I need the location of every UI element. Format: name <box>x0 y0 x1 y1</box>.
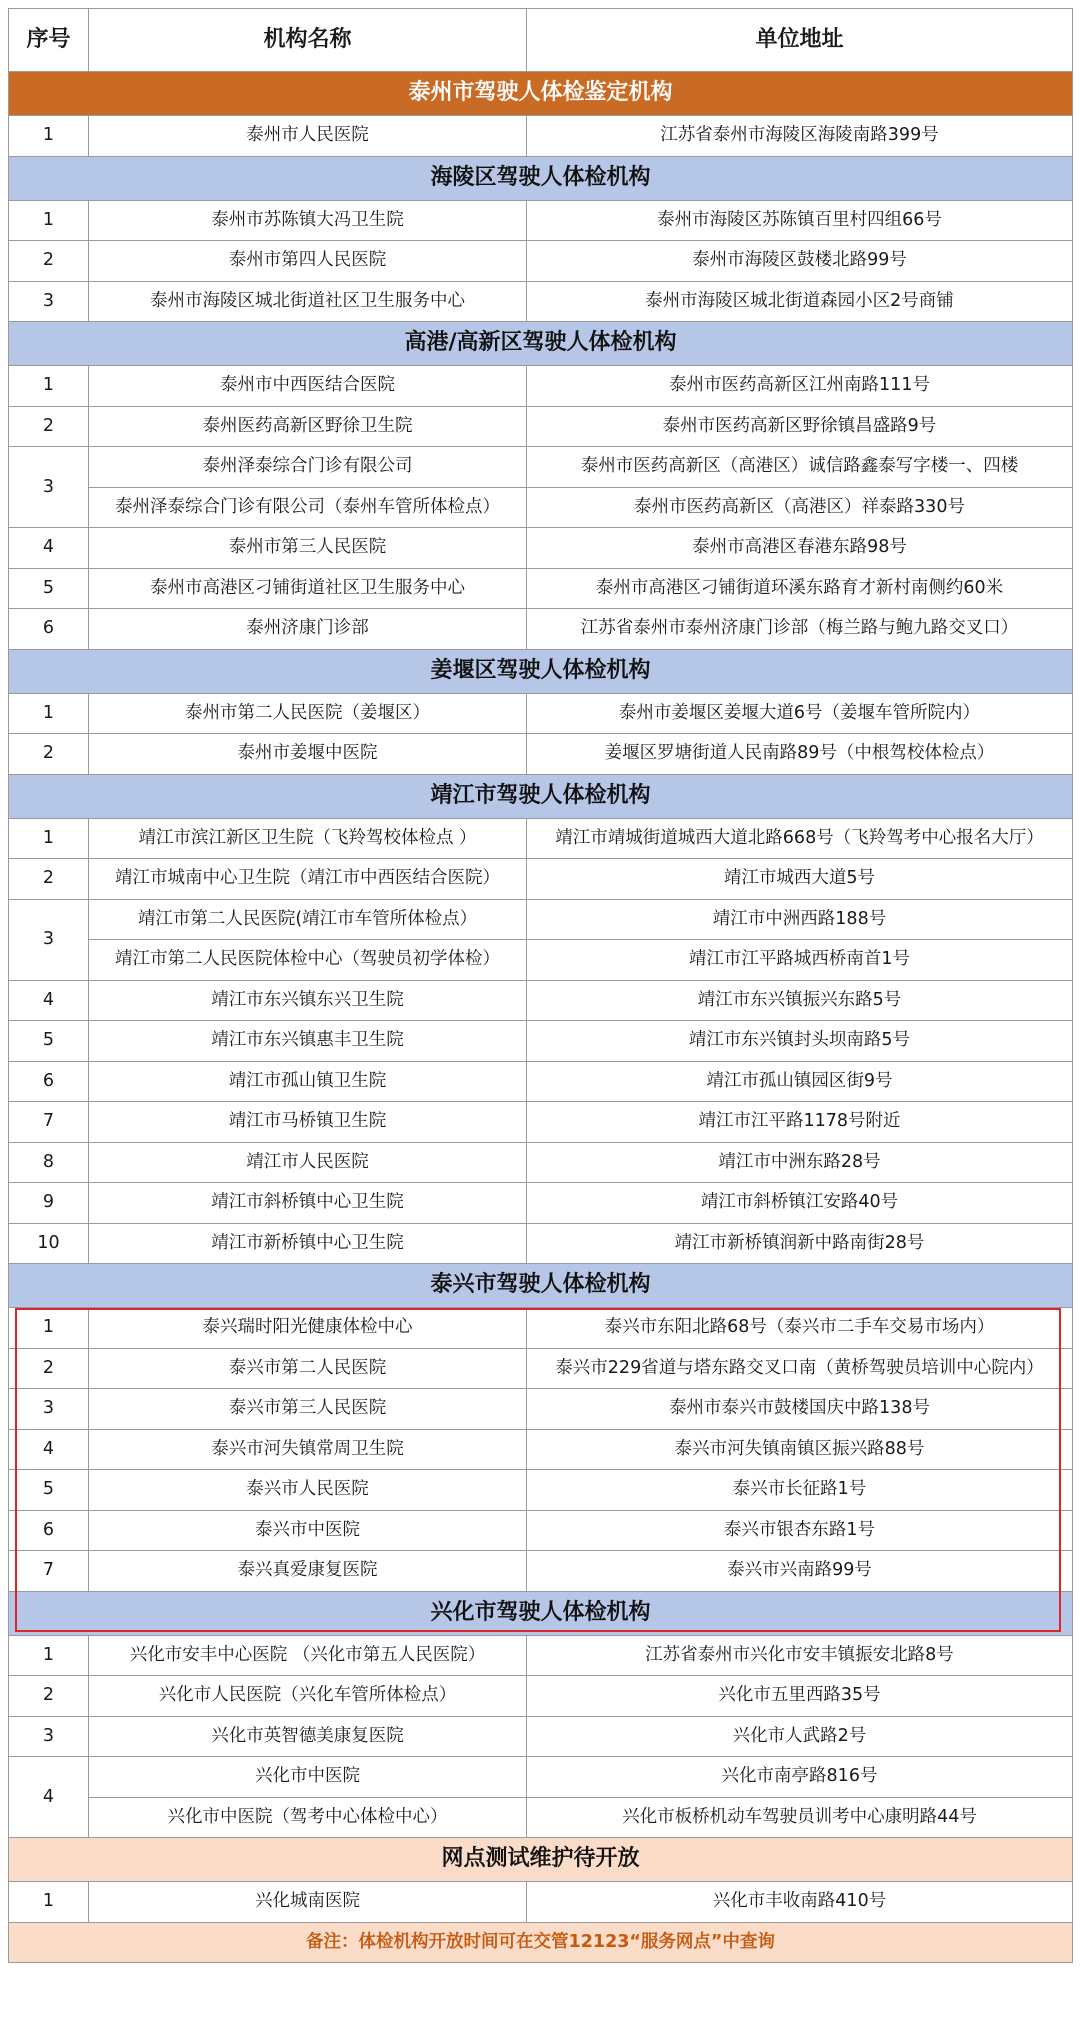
row-number: 1 <box>9 1308 89 1349</box>
table-row <box>9 1102 1073 1143</box>
institution-name: 靖江市东兴镇东兴卫生院 <box>89 980 527 1021</box>
institution-address: 泰州市医药高新区（高港区）诚信路鑫泰写字楼一、四楼 <box>527 447 1073 488</box>
row-number: 7 <box>9 1102 89 1143</box>
institution-name: 兴化市人民医院（兴化车管所体检点） <box>89 1676 527 1717</box>
institution-address: 泰兴市兴南路99号 <box>527 1551 1073 1592</box>
institution-address: 泰兴市229省道与塔东路交叉口南（黄桥驾驶员培训中心院内） <box>527 1348 1073 1389</box>
section-title: 泰州市驾驶人体检鉴定机构 <box>9 72 1073 116</box>
row-number: 6 <box>9 609 89 650</box>
table-row <box>9 366 1073 407</box>
institution-name: 泰州泽泰综合门诊有限公司（泰州车管所体检点） <box>89 487 527 528</box>
institution-address: 靖江市中洲东路28号 <box>527 1142 1073 1183</box>
row-number: 1 <box>9 818 89 859</box>
row-number: 4 <box>9 1757 89 1838</box>
institution-name: 泰州市第四人民医院 <box>89 241 527 282</box>
row-number: 5 <box>9 1470 89 1511</box>
row-number: 7 <box>9 1551 89 1592</box>
institution-address: 兴化市南亭路816号 <box>527 1757 1073 1798</box>
table-row <box>9 447 1073 488</box>
row-number: 1 <box>9 200 89 241</box>
institution-address: 兴化市人武路2号 <box>527 1716 1073 1757</box>
institution-name: 泰州泽泰综合门诊有限公司 <box>89 447 527 488</box>
table-row <box>9 609 1073 650</box>
institution-name: 靖江市斜桥镇中心卫生院 <box>89 1183 527 1224</box>
institution-address: 泰兴市长征路1号 <box>527 1470 1073 1511</box>
table-row <box>9 1061 1073 1102</box>
table-row <box>9 116 1073 157</box>
institution-address: 泰兴市东阳北路68号（泰兴市二手车交易市场内） <box>527 1308 1073 1349</box>
header-number: 序号 <box>9 9 89 72</box>
institution-name: 泰州市人民医院 <box>89 116 527 157</box>
table-row <box>9 406 1073 447</box>
table-row <box>9 1470 1073 1511</box>
row-number: 4 <box>9 528 89 569</box>
table-row <box>9 1510 1073 1551</box>
institution-name: 靖江市人民医院 <box>89 1142 527 1183</box>
institution-address: 泰州市海陵区苏陈镇百里村四组66号 <box>527 200 1073 241</box>
table-row <box>9 1757 1073 1798</box>
row-number: 2 <box>9 734 89 775</box>
institution-name: 泰兴真爱康复医院 <box>89 1551 527 1592</box>
institution-name: 泰兴市第二人民医院 <box>89 1348 527 1389</box>
institution-address: 泰兴市河失镇南镇区振兴路88号 <box>527 1429 1073 1470</box>
section-header-row <box>9 1264 1073 1308</box>
table-row <box>9 241 1073 282</box>
institution-name: 兴化市安丰中心医院 （兴化市第五人民医院） <box>89 1635 527 1676</box>
header-institution-name: 机构名称 <box>89 9 527 72</box>
institution-address: 兴化市丰收南路410号 <box>527 1882 1073 1923</box>
table-row <box>9 281 1073 322</box>
table-row <box>9 1635 1073 1676</box>
institution-name: 靖江市城南中心卫生院（靖江市中西医结合医院） <box>89 859 527 900</box>
table-row <box>9 1142 1073 1183</box>
table-row <box>9 1308 1073 1349</box>
row-number: 9 <box>9 1183 89 1224</box>
institution-name: 泰兴瑞时阳光健康体检中心 <box>89 1308 527 1349</box>
section-title: 泰兴市驾驶人体检机构 <box>9 1264 1073 1308</box>
section-title: 姜堰区驾驶人体检机构 <box>9 649 1073 693</box>
row-number: 3 <box>9 447 89 528</box>
table-row <box>9 1021 1073 1062</box>
table-row <box>9 200 1073 241</box>
section-title: 网点测试维护待开放 <box>9 1838 1073 1882</box>
row-number: 5 <box>9 1021 89 1062</box>
row-number: 1 <box>9 1635 89 1676</box>
institution-name: 泰兴市中医院 <box>89 1510 527 1551</box>
institution-address: 泰州市医药高新区（高港区）祥泰路330号 <box>527 487 1073 528</box>
institution-address: 靖江市斜桥镇江安路40号 <box>527 1183 1073 1224</box>
section-title: 兴化市驾驶人体检机构 <box>9 1591 1073 1635</box>
table-row <box>9 1676 1073 1717</box>
institution-name: 泰兴市第三人民医院 <box>89 1389 527 1430</box>
institution-name: 泰州济康门诊部 <box>89 609 527 650</box>
institution-name: 泰州市苏陈镇大冯卫生院 <box>89 200 527 241</box>
institution-name: 靖江市第二人民医院体检中心（驾驶员初学体检） <box>89 940 527 981</box>
section-title: 海陵区驾驶人体检机构 <box>9 156 1073 200</box>
institution-address: 兴化市五里西路35号 <box>527 1676 1073 1717</box>
row-number: 3 <box>9 1716 89 1757</box>
table-row <box>9 940 1073 981</box>
section-header-row <box>9 1838 1073 1882</box>
row-number: 2 <box>9 241 89 282</box>
institution-address: 泰兴市银杏东路1号 <box>527 1510 1073 1551</box>
institution-address: 靖江市中洲西路188号 <box>527 899 1073 940</box>
table-row <box>9 487 1073 528</box>
table-row <box>9 528 1073 569</box>
institution-name: 靖江市第二人民医院(靖江市车管所体检点） <box>89 899 527 940</box>
row-number: 2 <box>9 1676 89 1717</box>
institution-address: 江苏省泰州市泰州济康门诊部（梅兰路与鲍九路交叉口） <box>527 609 1073 650</box>
institution-name: 泰州市第二人民医院（姜堰区） <box>89 693 527 734</box>
table-row <box>9 568 1073 609</box>
row-number: 6 <box>9 1510 89 1551</box>
section-header-row <box>9 72 1073 116</box>
table-row <box>9 818 1073 859</box>
section-header-row <box>9 322 1073 366</box>
table-row <box>9 899 1073 940</box>
institution-name: 兴化市英智德美康复医院 <box>89 1716 527 1757</box>
section-header-row <box>9 1591 1073 1635</box>
header-row <box>9 9 1073 72</box>
table-row <box>9 693 1073 734</box>
row-number: 1 <box>9 693 89 734</box>
institution-address: 靖江市孤山镇园区街9号 <box>527 1061 1073 1102</box>
institution-address: 泰州市海陵区鼓楼北路99号 <box>527 241 1073 282</box>
row-number: 2 <box>9 859 89 900</box>
institution-name: 靖江市新桥镇中心卫生院 <box>89 1223 527 1264</box>
table-row <box>9 1551 1073 1592</box>
institution-address: 兴化市板桥机动车驾驶员训考中心康明路44号 <box>527 1797 1073 1838</box>
row-number: 8 <box>9 1142 89 1183</box>
institution-name: 泰州医药高新区野徐卫生院 <box>89 406 527 447</box>
institution-address: 靖江市东兴镇封头坝南路5号 <box>527 1021 1073 1062</box>
row-number: 2 <box>9 1348 89 1389</box>
institution-address: 泰州市医药高新区江州南路111号 <box>527 366 1073 407</box>
row-number: 1 <box>9 366 89 407</box>
row-number: 5 <box>9 568 89 609</box>
table-row <box>9 980 1073 1021</box>
table-row <box>9 1389 1073 1430</box>
table-row <box>9 859 1073 900</box>
row-number: 1 <box>9 116 89 157</box>
header-address: 单位地址 <box>527 9 1073 72</box>
note-row <box>9 1922 1073 1962</box>
institution-name: 靖江市孤山镇卫生院 <box>89 1061 527 1102</box>
row-number: 6 <box>9 1061 89 1102</box>
row-number: 3 <box>9 899 89 980</box>
institution-name: 泰州市中西医结合医院 <box>89 366 527 407</box>
table-body <box>9 72 1073 1963</box>
institution-address: 姜堰区罗塘街道人民南路89号（中根驾校体检点） <box>527 734 1073 775</box>
institution-address: 江苏省泰州市海陵区海陵南路399号 <box>527 116 1073 157</box>
table-row <box>9 1797 1073 1838</box>
row-number: 2 <box>9 406 89 447</box>
section-header-row <box>9 649 1073 693</box>
institution-name: 靖江市东兴镇惠丰卫生院 <box>89 1021 527 1062</box>
institution-name: 泰州市第三人民医院 <box>89 528 527 569</box>
row-number: 10 <box>9 1223 89 1264</box>
institution-address: 靖江市江平路城西桥南首1号 <box>527 940 1073 981</box>
institution-name: 兴化市中医院 <box>89 1757 527 1798</box>
institution-address: 靖江市新桥镇润新中路南街28号 <box>527 1223 1073 1264</box>
row-number: 4 <box>9 980 89 1021</box>
institution-name: 靖江市滨江新区卫生院（飞羚驾校体检点 ） <box>89 818 527 859</box>
row-number: 4 <box>9 1429 89 1470</box>
section-title: 靖江市驾驶人体检机构 <box>9 774 1073 818</box>
row-number: 1 <box>9 1882 89 1923</box>
institution-name: 靖江市马桥镇卫生院 <box>89 1102 527 1143</box>
table-row <box>9 1183 1073 1224</box>
table-row <box>9 1348 1073 1389</box>
institution-address: 泰州市姜堰区姜堰大道6号（姜堰车管所院内） <box>527 693 1073 734</box>
institution-address: 靖江市靖城街道城西大道北路668号（飞羚驾考中心报名大厅） <box>527 818 1073 859</box>
institution-address: 泰州市海陵区城北街道森园小区2号商铺 <box>527 281 1073 322</box>
institution-name: 泰州市高港区刁铺街道社区卫生服务中心 <box>89 568 527 609</box>
table-row <box>9 1882 1073 1923</box>
section-header-row <box>9 156 1073 200</box>
institution-address: 靖江市城西大道5号 <box>527 859 1073 900</box>
institution-address: 泰州市泰兴市鼓楼国庆中路138号 <box>527 1389 1073 1430</box>
table-row <box>9 1716 1073 1757</box>
institution-address: 江苏省泰州市兴化市安丰镇振安北路8号 <box>527 1635 1073 1676</box>
footnote: 备注：体检机构开放时间可在交管12123“服务网点”中查询 <box>9 1922 1073 1962</box>
exam-institution-table <box>8 8 1073 1963</box>
institution-name: 兴化城南医院 <box>89 1882 527 1923</box>
institution-address: 靖江市江平路1178号附近 <box>527 1102 1073 1143</box>
institution-address: 靖江市东兴镇振兴东路5号 <box>527 980 1073 1021</box>
institution-name: 泰兴市人民医院 <box>89 1470 527 1511</box>
institution-address: 泰州市高港区春港东路98号 <box>527 528 1073 569</box>
table-row <box>9 734 1073 775</box>
row-number: 3 <box>9 281 89 322</box>
table-row <box>9 1223 1073 1264</box>
institution-name: 泰州市姜堰中医院 <box>89 734 527 775</box>
institution-name: 泰兴市河失镇常周卫生院 <box>89 1429 527 1470</box>
section-title: 高港/高新区驾驶人体检机构 <box>9 322 1073 366</box>
institution-name: 泰州市海陵区城北街道社区卫生服务中心 <box>89 281 527 322</box>
section-header-row <box>9 774 1073 818</box>
table-row <box>9 1429 1073 1470</box>
row-number: 3 <box>9 1389 89 1430</box>
institution-address: 泰州市高港区刁铺街道环溪东路育才新村南侧约60米 <box>527 568 1073 609</box>
institution-name: 兴化市中医院（驾考中心体检中心） <box>89 1797 527 1838</box>
institution-address: 泰州市医药高新区野徐镇昌盛路9号 <box>527 406 1073 447</box>
